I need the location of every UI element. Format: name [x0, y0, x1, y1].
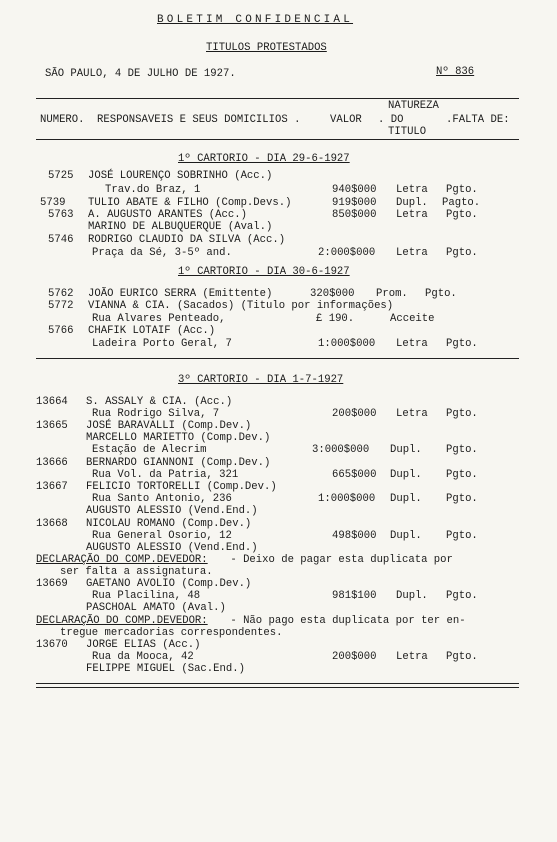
row-text: Rua da Mooca, 42	[92, 651, 194, 663]
row-falta: Pgto.	[446, 247, 478, 259]
row-valor: 665$000	[332, 469, 377, 481]
row-text: JORGE ELIAS (Acc.)	[86, 639, 201, 651]
row-number: 5739	[40, 197, 66, 209]
col-natureza-2: . DO	[378, 114, 404, 126]
row-number: 13668	[36, 518, 68, 530]
row-number: 13666	[36, 457, 68, 469]
section-divider	[36, 358, 519, 359]
row-natureza: Dupl.	[390, 469, 422, 481]
row-natureza: Acceite	[390, 313, 435, 325]
row-falta: Pgto.	[446, 530, 478, 542]
declaration-label: DECLARAÇÃO DO COMP.DEVEDOR:	[36, 615, 208, 627]
row-number: 5725	[48, 170, 74, 182]
row-valor: 850$000	[332, 209, 377, 221]
row-natureza: Dupl.	[390, 493, 422, 505]
row-number: 13664	[36, 396, 68, 408]
row-natureza: Letra	[396, 247, 428, 259]
col-natureza-1: NATUREZA	[388, 100, 439, 112]
row-text: MARINO DE ALBUQUERQUE (Aval.)	[88, 221, 273, 233]
declaration-text-cont: ser falta a assignatura.	[60, 566, 213, 578]
row-text: Estação de Alecrim	[92, 444, 207, 456]
row-falta: Pagto.	[442, 197, 481, 209]
row-falta: Pgto.	[446, 184, 478, 196]
row-text: Rua Santo Antonio, 236	[92, 493, 232, 505]
col-responsaveis: RESPONSAVEIS E SEUS DOMICILIOS .	[97, 114, 301, 126]
row-text: NICOLAU ROMANO (Comp.Dev.)	[86, 518, 252, 530]
row-natureza: Letra	[396, 651, 428, 663]
row-valor: £ 190.	[316, 313, 355, 325]
col-falta: .FALTA DE:	[446, 114, 510, 126]
row-text: S. ASSALY & CIA. (Acc.)	[86, 396, 233, 408]
row-falta: Pgto.	[425, 288, 457, 300]
row-number: 13670	[36, 639, 68, 651]
row-natureza: Letra	[396, 209, 428, 221]
row-valor: 1:000$000	[318, 338, 376, 350]
row-natureza: Dupl.	[390, 444, 422, 456]
row-text: JOSÉ BARAVALLI (Comp.Dev.)	[86, 420, 252, 432]
row-text: Rua General Osorio, 12	[92, 530, 232, 542]
row-natureza: Prom.	[376, 288, 408, 300]
row-text: Ladeira Porto Geral, 7	[92, 338, 232, 350]
col-valor: VALOR	[330, 114, 362, 126]
row-valor: 200$000	[332, 408, 377, 420]
row-natureza: Dupl.	[396, 197, 428, 209]
row-text: A. AUGUSTO ARANTES (Acc.)	[88, 209, 247, 221]
declaration-text: - Deixo de pagar esta duplicata por	[224, 554, 453, 566]
row-valor: 200$000	[332, 651, 377, 663]
row-number: 5763	[48, 209, 74, 221]
row-number: 13665	[36, 420, 68, 432]
row-number: 5746	[48, 234, 74, 246]
row-falta: Pgto.	[446, 493, 478, 505]
row-valor: 940$000	[332, 184, 377, 196]
header-bottom-rule	[36, 139, 519, 140]
row-text: Rua Rodrigo Silva, 7	[92, 408, 220, 420]
row-text: FELIPPE MIGUEL (Sac.End.)	[86, 663, 245, 675]
row-text: Praça da Sé, 3-5º and.	[92, 247, 232, 259]
section-heading: 1º CARTORIO - DIA 29-6-1927	[178, 153, 350, 165]
document-subtitle: TITULOS PROTESTADOS	[206, 42, 327, 54]
declaration-text-cont: tregue mercadorias correspondentes.	[60, 627, 283, 639]
row-number: 13669	[36, 578, 68, 590]
row-valor: 2:000$000	[318, 247, 376, 259]
row-falta: Pgto.	[446, 590, 478, 602]
row-text: BERNARDO GIANNONI (Comp.Dev.)	[86, 457, 271, 469]
row-text: Rua Placilina, 48	[92, 590, 201, 602]
row-natureza: Letra	[396, 184, 428, 196]
declaration-label: DECLARAÇÃO DO COMP.DEVEDOR:	[36, 554, 208, 566]
place-date: SÃO PAULO, 4 DE JULHO DE 1927.	[45, 68, 236, 80]
row-falta: Pgto.	[446, 209, 478, 221]
row-text: FELICIO TORTORELLI (Comp.Dev.)	[86, 481, 277, 493]
row-text: Trav.do Braz, 1	[105, 184, 201, 196]
row-text: JOÃO EURICO SERRA (Emittente)	[88, 288, 273, 300]
row-falta: Pgto.	[446, 651, 478, 663]
row-valor: 3:000$000	[312, 444, 370, 456]
row-text: GAETANO AVOLIO (Comp.Dev.)	[86, 578, 252, 590]
section-heading: 1º CARTORIO - DIA 30-6-1927	[178, 266, 350, 278]
row-natureza: Letra	[396, 338, 428, 350]
row-valor: 919$000	[332, 197, 377, 209]
row-natureza: Dupl.	[390, 530, 422, 542]
row-valor: 320$000	[310, 288, 355, 300]
row-text: JOSÉ LOURENÇO SOBRINHO (Acc.)	[88, 170, 273, 182]
row-falta: Pgto.	[446, 338, 478, 350]
row-valor: 981$100	[332, 590, 377, 602]
closing-rule	[36, 683, 519, 688]
row-text: Rua Alvares Penteado,	[92, 313, 226, 325]
row-number: 5762	[48, 288, 74, 300]
row-natureza: Letra	[396, 408, 428, 420]
row-text: CHAFIK LOTAIF (Acc.)	[88, 325, 216, 337]
row-text: Rua Vol. da Patria, 321	[92, 469, 239, 481]
col-numero: NUMERO.	[40, 114, 85, 126]
row-falta: Pgto.	[446, 469, 478, 481]
bulletin-number: Nº 836	[436, 66, 475, 78]
row-text: AUGUSTO ALESSIO (Vend.End.)	[86, 542, 258, 554]
row-number: 5772	[48, 300, 74, 312]
row-text: TULIO ABATE & FILHO (Comp.Devs.)	[88, 197, 292, 209]
row-text: AUGUSTO ALESSIO (Vend.End.)	[86, 505, 258, 517]
row-text: PASCHOAL AMATO (Aval.)	[86, 602, 226, 614]
row-text: RODRIGO CLAUDIO DA SILVA (Acc.)	[88, 234, 286, 246]
col-natureza-3: TITULO	[388, 126, 427, 138]
declaration-text: - Não pago esta duplicata por ter en-	[224, 615, 466, 627]
row-number: 5766	[48, 325, 74, 337]
row-number: 13667	[36, 481, 68, 493]
row-valor: 498$000	[332, 530, 377, 542]
row-natureza: Dupl.	[396, 590, 428, 602]
row-falta: Pgto.	[446, 408, 478, 420]
row-text: VIANNA & CIA. (Sacados) (Titulo por informações)	[88, 300, 394, 312]
document-title: BOLETIM CONFIDENCIAL	[157, 14, 354, 26]
section-heading: 3º CARTORIO - DIA 1-7-1927	[178, 374, 344, 386]
row-text: MARCELLO MARIETTO (Comp.Dev.)	[86, 432, 271, 444]
row-valor: 1:000$000	[318, 493, 376, 505]
header-top-rule	[36, 98, 519, 99]
row-falta: Pgto.	[446, 444, 478, 456]
